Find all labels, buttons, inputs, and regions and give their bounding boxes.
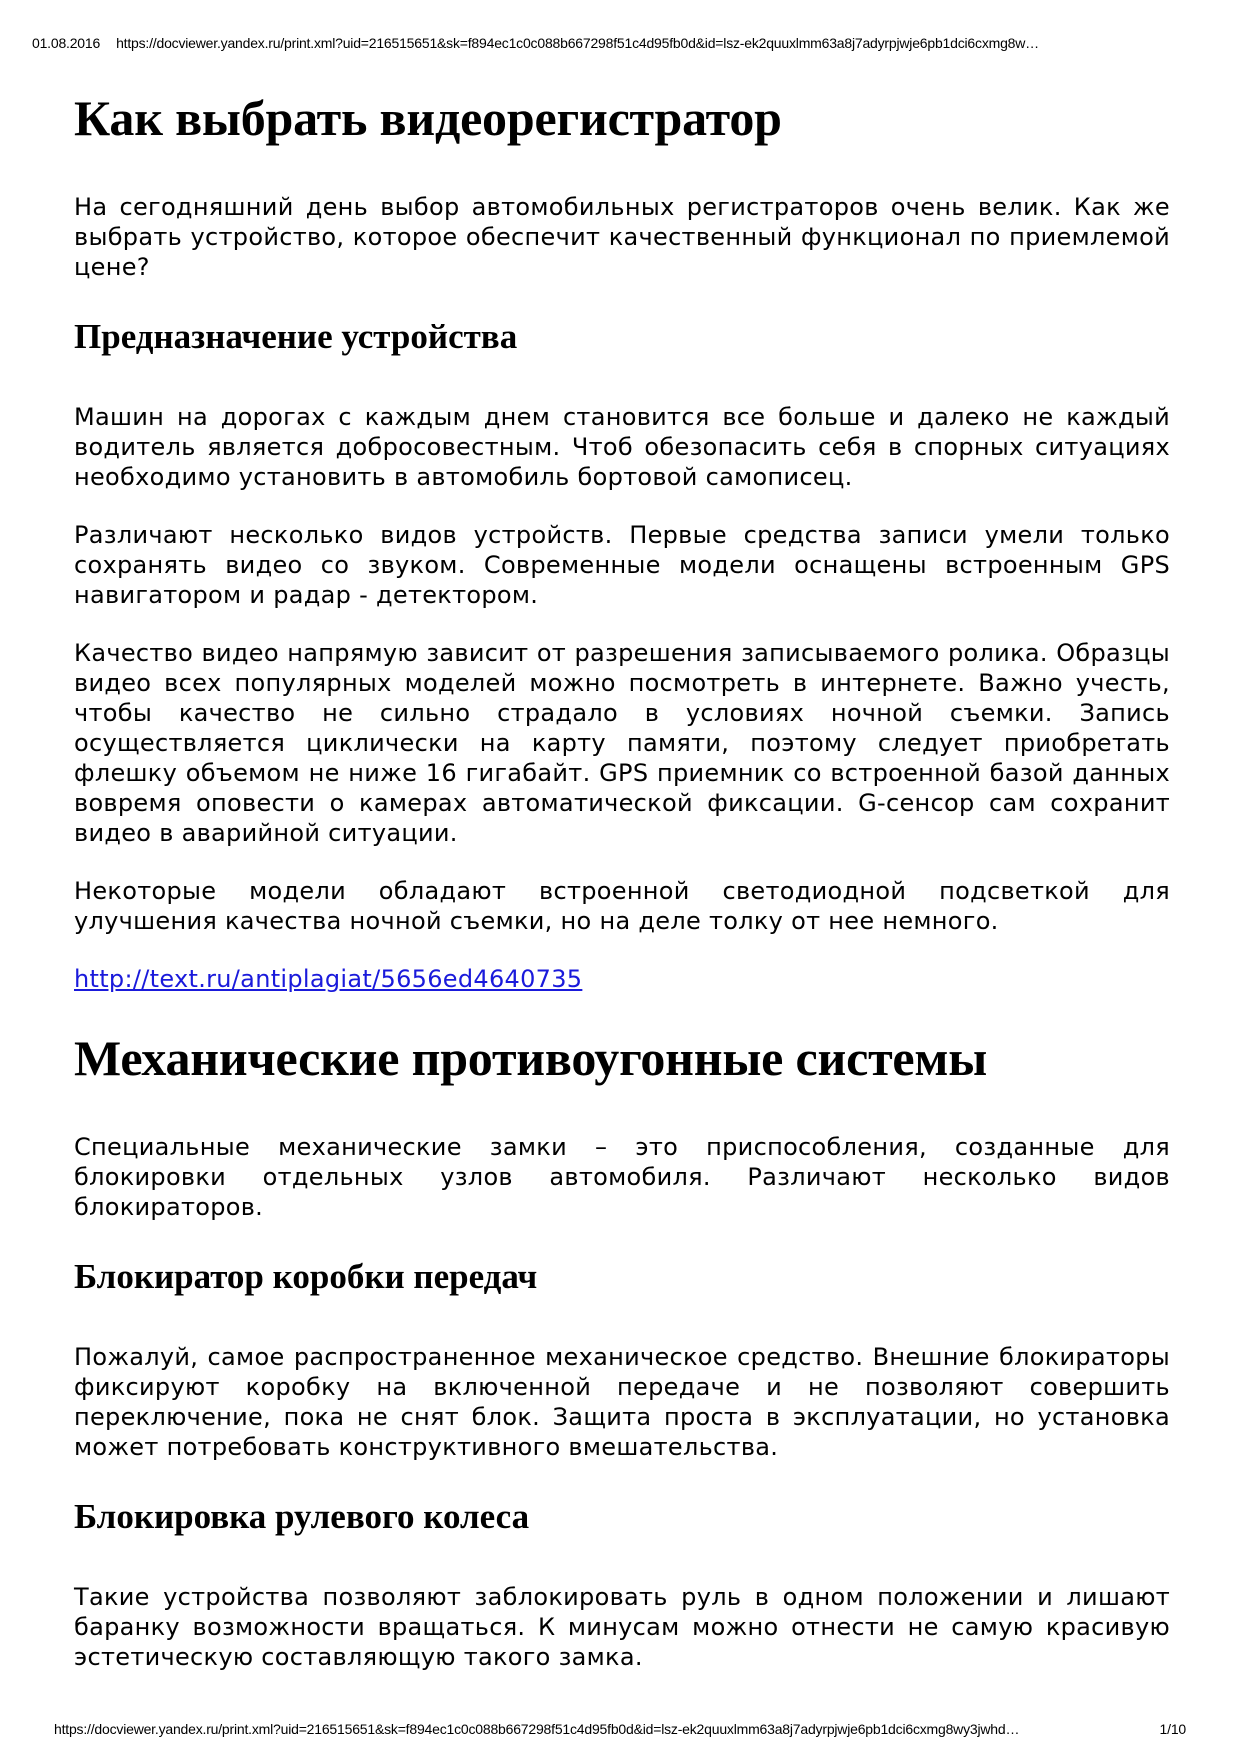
- article2-intro: Специальные механические замки – это приспособления, созданные для блокировки отдельных узлов автомобиля. Различают несколько видов блокираторов.: [74, 1133, 1170, 1221]
- article-intro: На сегодняшний день выбор автомобильных регистраторов очень велик. Как же выбрать устройство, которое обеспечит качественный функционал по приемлемой цене?: [74, 193, 1170, 281]
- paragraph: Различают несколько видов устройств. Первые средства записи умели только сохранять видео со звуком. Современные модели оснащены встроенным GPS навигатором и радар - детектором.: [74, 521, 1170, 609]
- paragraph: Пожалуй, самое распространенное механическое средство. Внешние блокираторы фиксируют коробку на включенной передаче и не позволяют совершить переключение, пока не снят блок. Защита проста в эксплуатации, но установка может потребовать конструктивного вмешательства.: [74, 1343, 1170, 1461]
- section-heading-purpose: Предназначение устройства: [74, 317, 518, 356]
- print-date: 01.08.2016: [32, 35, 101, 51]
- page-number: 1/10: [1159, 1721, 1186, 1737]
- antiplagiat-link[interactable]: http://text.ru/antiplagiat/5656ed4640735: [74, 965, 583, 993]
- section-heading-gearbox-lock: Блокиратор коробки передач: [74, 1257, 538, 1296]
- paragraph: Качество видео напрямую зависит от разрешения записываемого ролика. Образцы видео всех популярных моделей можно посмотреть в интернете. Важно учесть, чтобы качество не сильно страдало в условиях ночной съемки. Запись осуществляется циклически на карту памяти, поэтому следует приобретать флешку объемом не ниже 16 гигабайт. GPS приемник со встроенной базой данных вовремя оповести о камерах автоматической фиксации. G-сенсор сам сохранит видео в аварийной ситуации.: [74, 639, 1170, 847]
- paragraph: Некоторые модели обладают встроенной светодиодной подсветкой для улучшения качества ночной съемки, но на деле толку от нее немного.: [74, 877, 1170, 935]
- article-title: Как выбрать видеорегистратор: [74, 90, 782, 146]
- article2-title: Механические противоугонные системы: [74, 1030, 988, 1086]
- section-heading-steering-lock: Блокировка рулевого колеса: [74, 1497, 530, 1536]
- document-content: [74, 88, 1170, 1672]
- print-header-url: https://docviewer.yandex.ru/print.xml?uid=216515651&sk=f894ec1c0c088b667298f51c4d95fb0d&id=lsz-ek2quuxlmm63a8j7adyrpjwje6pb1dci6cxmg8w…: [116, 35, 1039, 51]
- print-footer-url: https://docviewer.yandex.ru/print.xml?uid=216515651&sk=f894ec1c0c088b667298f51c4d95fb0d&id=lsz-ek2quuxlmm63a8j7adyrpjwje6pb1dci6cxmg8wy3jwhd…: [54, 1721, 1020, 1737]
- print-footer: [54, 1720, 1186, 1738]
- paragraph: Машин на дорогах с каждым днем становится все больше и далеко не каждый водитель является добросовестным. Чтоб обезопасить себя в спорных ситуациях необходимо установить в автомобиль бортовой самописец.: [74, 403, 1170, 491]
- print-header: [32, 34, 1208, 52]
- paragraph: Такие устройства позволяют заблокировать руль в одном положении и лишают баранку возможности вращаться. К минусам можно отнести не самую красивую эстетическую составляющую такого замка.: [74, 1583, 1170, 1671]
